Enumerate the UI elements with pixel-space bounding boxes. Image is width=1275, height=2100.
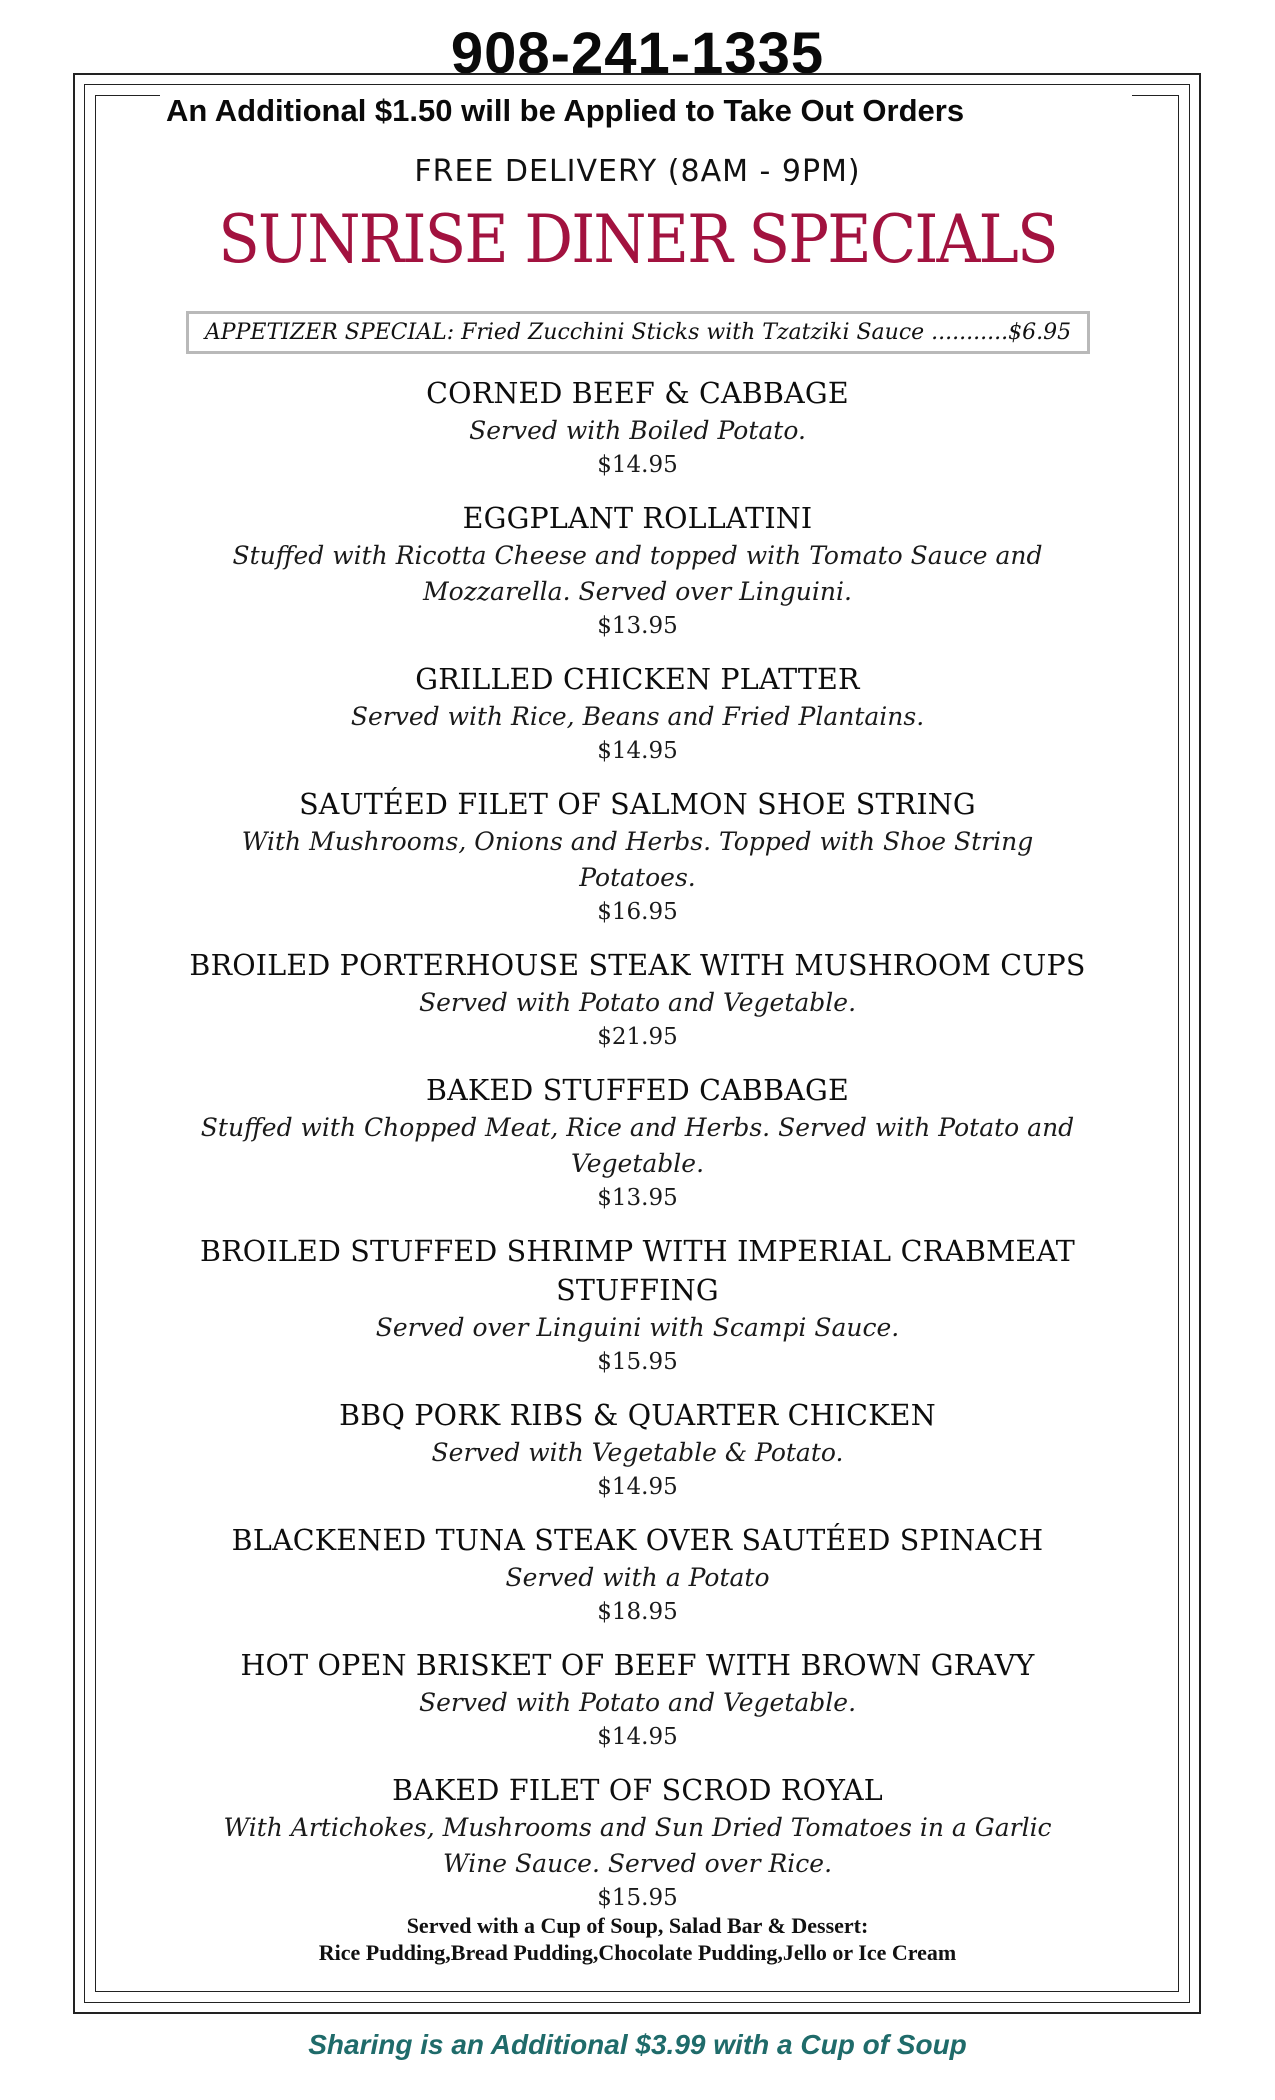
special-name: BAKED FILET OF SCROD ROYAL — [392, 1774, 883, 1807]
special-price: $14.95 — [597, 738, 678, 764]
special-price: $14.95 — [597, 452, 678, 478]
included-sides-line: Served with a Cup of Soup, Salad Bar & Dessert: — [406, 1913, 869, 1938]
appetizer-special-box — [186, 311, 1090, 354]
special-item — [150, 946, 1125, 1054]
special-item — [150, 1071, 1125, 1215]
special-description: Served over Linguini with Scampi Sauce. — [375, 1313, 900, 1342]
special-price: $13.95 — [597, 613, 678, 639]
special-price: $15.95 — [597, 1885, 678, 1911]
special-name: SAUTÉED FILET OF SALMON SHOE STRING — [299, 788, 976, 821]
sharing-charge-note: Sharing is an Additional $3.99 with a Cup of Soup — [308, 2029, 967, 2060]
special-item — [150, 660, 1125, 768]
special-description: With Mushrooms, Onions and Herbs. Topped with Shoe String Potatoes. — [241, 827, 1034, 892]
special-item — [150, 499, 1125, 643]
special-item — [150, 1232, 1125, 1379]
phone-number: 908-241-1335 — [450, 21, 825, 86]
delivery-hours: FREE DELIVERY (8AM - 9PM) — [414, 154, 861, 189]
special-description: Served with Rice, Beans and Fried Plantains. — [350, 702, 925, 731]
special-description: Served with a Potato — [505, 1563, 770, 1592]
special-item — [150, 1521, 1125, 1629]
specials-list — [150, 374, 1125, 1932]
takeout-note: An Additional $1.50 will be Applied to Take Out Orders — [160, 90, 1132, 132]
special-price: $15.95 — [597, 1349, 678, 1375]
special-description: Stuffed with Ricotta Cheese and topped with Tomato Sauce and Mozzarella. Served over Linguini. — [232, 541, 1043, 606]
appetizer-special-text: APPETIZER SPECIAL: Fried Zucchini Sticks with Tzatziki Sauce ...........$6.95 — [204, 320, 1072, 345]
page-title: SUNRISE DINER SPECIALS — [218, 201, 1057, 278]
special-price: $13.95 — [597, 1185, 678, 1211]
dessert-options-line: Rice Pudding,Bread Pudding,Chocolate Pudding,Jello or Ice Cream — [318, 1940, 957, 1965]
special-name: GRILLED CHICKEN PLATTER — [415, 663, 860, 696]
special-name: BROILED STUFFED SHRIMP WITH IMPERIAL CRABMEAT STUFFING — [200, 1235, 1075, 1307]
special-description: Stuffed with Chopped Meat, Rice and Herbs. Served with Potato and Vegetable. — [200, 1113, 1075, 1178]
special-item — [150, 374, 1125, 482]
special-item — [150, 785, 1125, 929]
special-name: HOT OPEN BRISKET OF BEEF WITH BROWN GRAVY — [240, 1649, 1035, 1682]
special-price: $14.95 — [597, 1724, 678, 1750]
special-name: BLACKENED TUNA STEAK OVER SAUTÉED SPINACH — [231, 1524, 1044, 1557]
special-name: EGGPLANT ROLLATINI — [462, 502, 813, 535]
special-description: Served with Potato and Vegetable. — [418, 988, 857, 1017]
special-price: $14.95 — [597, 1474, 678, 1500]
special-price: $18.95 — [597, 1599, 678, 1625]
special-description: Served with Potato and Vegetable. — [418, 1688, 857, 1717]
special-item — [150, 1771, 1125, 1915]
special-description: Served with Boiled Potato. — [469, 416, 806, 445]
special-description: Served with Vegetable & Potato. — [431, 1438, 844, 1467]
special-price: $16.95 — [597, 899, 678, 925]
special-name: BAKED STUFFED CABBAGE — [426, 1074, 849, 1107]
special-price: $21.95 — [597, 1024, 678, 1050]
special-name: BBQ PORK RIBS & QUARTER CHICKEN — [339, 1399, 936, 1432]
special-item — [150, 1646, 1125, 1754]
special-name: BROILED PORTERHOUSE STEAK WITH MUSHROOM CUPS — [189, 949, 1086, 982]
special-item — [150, 1396, 1125, 1504]
included-sides-note — [150, 1912, 1125, 1966]
special-description: With Artichokes, Mushrooms and Sun Dried Tomatoes in a Garlic Wine Sauce. Served over Rice. — [223, 1813, 1052, 1878]
special-name: CORNED BEEF & CABBAGE — [426, 377, 849, 410]
